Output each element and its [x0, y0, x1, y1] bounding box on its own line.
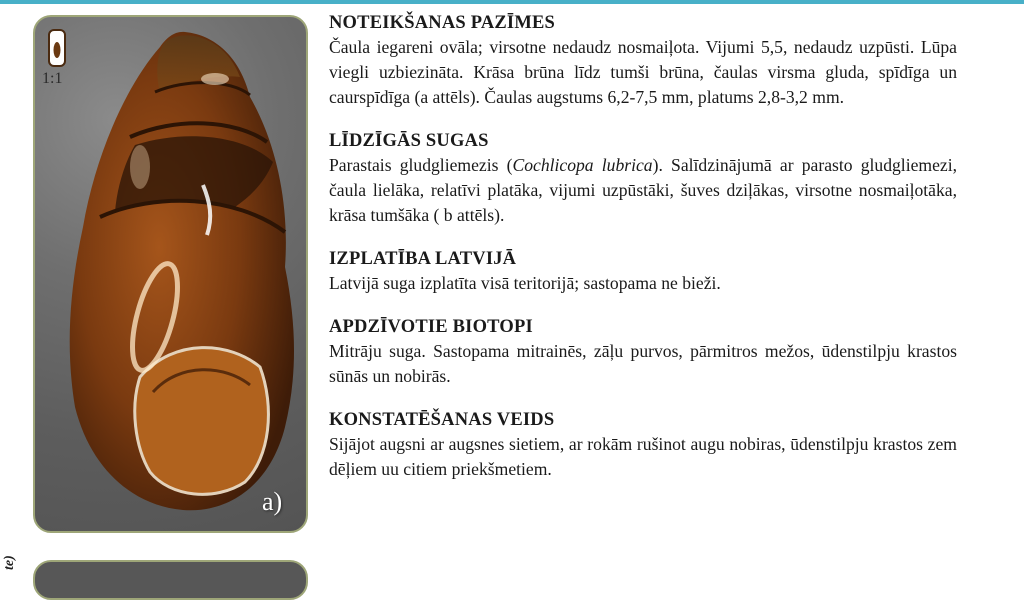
body-text: ). Salīdzinājumā ar parasto gludgliemezi, čaula lielāka, relatīvi platāka, vijumi uzpūstāki, šuves dziļākas, virsotne nosmaiļotāka, krāsa tumšāka ( b attēls).	[329, 155, 957, 225]
section-identification	[329, 11, 957, 110]
scale-label: 1:1	[42, 70, 63, 87]
section-body: Latvijā suga izplatīta visā teritorijā; sastopama ne bieži.	[329, 273, 721, 293]
section-body: Sijājot augsni ar augsnes sietiem, ar rokām rušinot augu nobiras, ūdenstilpju krastos zem dēļiem uu citiem priekšmetiem.	[329, 434, 957, 479]
section-detection-method	[329, 408, 957, 482]
section-similar-species	[329, 129, 957, 228]
second-photo-edge	[33, 560, 308, 600]
snail-photo	[33, 15, 308, 533]
side-caption: te)	[2, 555, 17, 570]
scale-silhouette-icon	[47, 28, 67, 68]
top-accent-rule	[0, 0, 1024, 4]
section-distribution	[329, 247, 957, 296]
section-body: Čaula iegareni ovāla; virsotne nedaudz nosmaiļota. Vijumi 5,5, nedaudz uzpūsti. Lūpa viegli uzbiezināta. Krāsa brūna līdz tumši brūna, čaulas virsma gluda, spīdīga un caurspīdīga (a attēls). Čaulas augstums 6,2-7,5 mm, platums 2,8-3,2 mm.	[329, 37, 957, 107]
section-heading: KONSTATĒŠANAS VEIDS	[329, 410, 555, 430]
snail-shell-illustration	[35, 17, 308, 533]
photo-label: a)	[262, 487, 283, 516]
section-body	[329, 153, 957, 228]
section-heading: IZPLATĪBA LATVIJĀ	[329, 249, 517, 269]
species-description	[329, 11, 957, 501]
section-heading: NOTEIKŠANAS PAZĪMES	[329, 13, 556, 33]
species-latin-name: Cochlicopa lubrica	[512, 155, 653, 175]
section-habitats	[329, 315, 957, 389]
section-heading: LĪDZĪGĀS SUGAS	[329, 131, 489, 151]
body-text: Parastais gludgliemezis (	[329, 155, 513, 175]
section-body: Mitrāju suga. Sastopama mitrainēs, zāļu purvos, pārmitros mežos, ūdenstilpju krastos sūnās un nobirās.	[329, 341, 957, 386]
section-heading: APDZĪVOTIE BIOTOPI	[329, 317, 533, 337]
